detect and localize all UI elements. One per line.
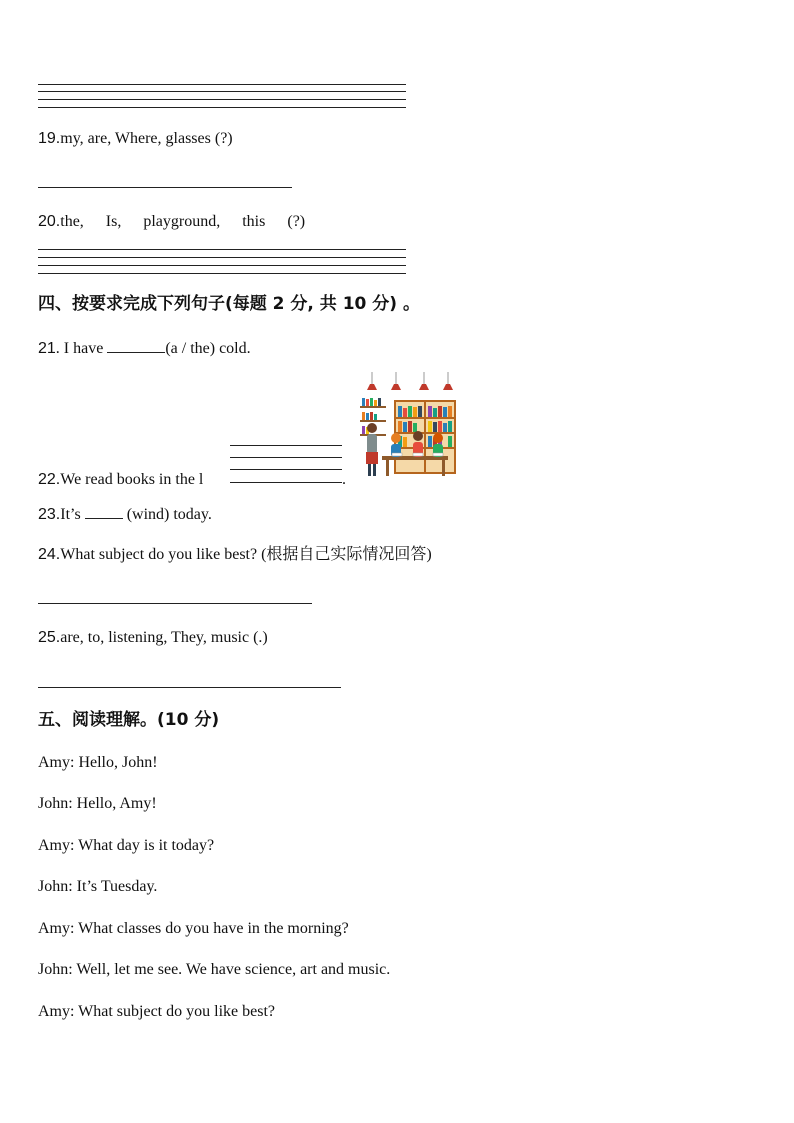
- question-text-before: . I have: [55, 340, 108, 357]
- section-4-heading: 四、按要求完成下列句子(每题 2 分, 共 10 分) 。: [38, 294, 420, 314]
- answer-line[interactable]: [230, 482, 342, 483]
- library-icon: [356, 372, 458, 478]
- question-text-before: It’s: [60, 506, 85, 523]
- dialogue-line: John: Well, let me see. We have science, art and music.: [38, 961, 391, 978]
- question-20: [38, 212, 305, 232]
- question-text-after: (wind) today.: [122, 506, 212, 523]
- library-illustration: [356, 372, 458, 478]
- answer-line[interactable]: [38, 265, 406, 266]
- question-number: 23.: [38, 506, 61, 523]
- question-number: 21: [38, 340, 56, 357]
- dialogue-line: Amy: What classes do you have in the morning?: [38, 920, 349, 937]
- dialogue-line: Amy: What day is it today?: [38, 837, 215, 854]
- answer-line[interactable]: [38, 273, 406, 274]
- answer-line[interactable]: [38, 84, 406, 85]
- word: (?): [287, 213, 306, 230]
- question-25: [38, 628, 268, 648]
- word: Is,: [105, 213, 122, 230]
- answer-line[interactable]: [38, 257, 406, 258]
- fill-blank[interactable]: [107, 338, 165, 353]
- dialogue-line: Amy: Hello, John!: [38, 754, 158, 771]
- question-number: 19.: [38, 130, 61, 147]
- question-22: [38, 470, 203, 490]
- answer-line[interactable]: [38, 91, 406, 92]
- fill-blank[interactable]: [85, 504, 123, 519]
- word: this: [242, 213, 266, 230]
- answer-line[interactable]: [230, 445, 342, 446]
- answer-line[interactable]: [38, 107, 406, 108]
- question-24: [38, 545, 432, 565]
- question-number: 22.: [38, 471, 61, 488]
- question-text: are, to, listening, They, music (.): [60, 629, 268, 646]
- word: playground,: [143, 213, 221, 230]
- question-number: 25.: [38, 629, 61, 646]
- section-5-heading: 五、阅读理解。(10 分): [38, 710, 220, 730]
- dialogue-line: John: It’s Tuesday.: [38, 878, 158, 895]
- question-number: 24.: [38, 546, 61, 563]
- question-text: my, are, Where, glasses (?): [60, 130, 233, 147]
- dialogue-line: Amy: What subject do you like best?: [38, 1003, 275, 1020]
- q19-answer-line[interactable]: [38, 187, 292, 188]
- question-number: 20.: [38, 213, 61, 230]
- q24-answer-line[interactable]: [38, 603, 312, 604]
- dialogue-line: John: Hello, Amy!: [38, 795, 157, 812]
- answer-line[interactable]: [230, 469, 342, 470]
- answer-line[interactable]: [230, 457, 342, 458]
- answer-line[interactable]: [38, 249, 406, 250]
- answer-line[interactable]: [38, 99, 406, 100]
- question-text-after: (a / the) cold.: [165, 340, 251, 357]
- question-19: [38, 129, 233, 149]
- question-text: What subject do you like best? (根据自己实际情况回答): [60, 546, 432, 563]
- question-23: [38, 504, 212, 525]
- q22-period: .: [342, 471, 346, 488]
- question-text: We read books in the l: [60, 471, 204, 488]
- q25-answer-line[interactable]: [38, 687, 341, 688]
- question-21: [38, 338, 251, 359]
- word: the,: [60, 213, 84, 230]
